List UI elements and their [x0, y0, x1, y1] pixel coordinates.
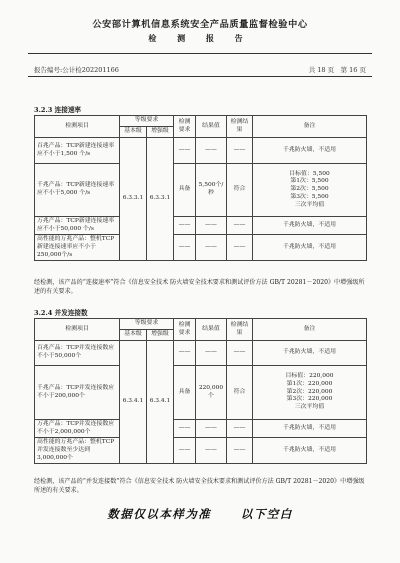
report-title: 检 测 报 告: [148, 33, 252, 43]
row-item: 千兆产品：TCP并发连接数应不小于200,000个: [35, 366, 120, 420]
row-value: ——: [196, 341, 227, 366]
row-req: 具备: [174, 164, 196, 217]
row-remark: 目标值：220,000 第1次：220,000 第2次：220,000 第3次：220,000 三次平均值: [253, 366, 367, 420]
row-remark: 千兆防火墙，不适用: [253, 438, 367, 464]
row-req: ——: [174, 341, 196, 366]
row-item: 万兆产品：TCP并发连接数应不小于2,000,000个: [35, 420, 120, 438]
row-item: 高性能的万兆产品：整机TCP新建连接速率应不小于250,000个/s: [35, 235, 120, 261]
row-req: ——: [174, 138, 196, 164]
col-result: 检测结果: [227, 116, 253, 138]
row-remark: 千兆防火墙，不适用: [253, 420, 367, 438]
col-remark: 备注: [253, 319, 367, 341]
row-req: ——: [174, 420, 196, 438]
row-result: 符合: [227, 164, 253, 217]
section-heading-rate: 3.2.3 连接速率: [34, 106, 82, 114]
row-remark: 目标值：5,500 第1次：5,500 第2次：5,500 第3次：5,500 三次平均值: [253, 164, 367, 217]
row-result: 符合: [227, 366, 253, 420]
row-item: 百兆产品：TCP新建连接速率应不小于1,500 个/s: [35, 138, 120, 164]
col-basic: 基本级: [120, 127, 147, 138]
row-result: ——: [227, 438, 253, 464]
col-item: 检测项目: [35, 319, 120, 341]
concurrent-conclusion: 经检测，该产品的“并发连接数”符合《信息安全技术 防火墙安全技术要求和测试评价方法 GB/T 20281－2020》中增强级所述的有关要求。: [34, 478, 365, 495]
org-name: 公安部计算机信息系统安全产品质量监督检验中心: [92, 19, 308, 30]
col-remark: 备注: [253, 116, 367, 138]
col-basic: 基本级: [120, 330, 147, 341]
basic-ref: 6.3.4.1: [120, 341, 147, 464]
row-item: 百兆产品：TCP并发连接数应不小于50,000个: [35, 341, 120, 366]
row-value: ——: [196, 235, 227, 261]
row-remark: 千兆防火墙，不适用: [253, 217, 367, 235]
row-result: ——: [227, 420, 253, 438]
table-row: [35, 164, 367, 217]
table-row: [35, 217, 367, 235]
col-value: 结果值: [196, 116, 227, 138]
row-req: ——: [174, 438, 196, 464]
section-heading-concurrent: 3.2.4 并发连接数: [34, 309, 88, 317]
row-req: ——: [174, 235, 196, 261]
rate-table: [34, 115, 367, 261]
row-value: ——: [196, 420, 227, 438]
meta-rule: [28, 76, 372, 77]
col-req: 检测要求: [174, 116, 196, 138]
row-item: 万兆产品：TCP新建连接速率应不小于50,000 个/s: [35, 217, 120, 235]
page-count: 共 18 页 第 16 页: [308, 66, 366, 74]
enhanced-ref: 6.3.4.1: [147, 341, 174, 464]
row-value: ——: [196, 138, 227, 164]
col-value: 结果值: [196, 319, 227, 341]
row-remark: 千兆防火墙，不适用: [253, 341, 367, 366]
basic-ref: 6.3.3.1: [120, 138, 147, 261]
row-result: ——: [227, 341, 253, 366]
col-result: 检测结果: [227, 319, 253, 341]
rate-conclusion: 经检测，该产品的“连接速率”符合《信息安全技术 防火墙安全技术要求和测试评价方法 GB/T 20281－2020》中增强级所述的有关要求。: [34, 279, 365, 296]
row-result: ——: [227, 217, 253, 235]
row-value: ——: [196, 438, 227, 464]
row-value: 220,000个: [196, 366, 227, 420]
row-value: ——: [196, 217, 227, 235]
row-value: 5,500个/秒: [196, 164, 227, 217]
row-item: 高性能的万兆产品：整机TCP并发连接数至少达到3,000,000个: [35, 438, 120, 464]
table-row: [35, 420, 367, 438]
table-row: [35, 235, 367, 261]
row-req: 具备: [174, 366, 196, 420]
row-item: 千兆产品：TCP新建连接速率应不小于5,000 个/s: [35, 164, 120, 217]
col-enhanced: 增强级: [147, 127, 174, 138]
col-item: 检测项目: [35, 116, 120, 138]
table-row: [35, 438, 367, 464]
enhanced-ref: 6.3.3.1: [147, 138, 174, 261]
header-rule: [28, 53, 372, 54]
row-result: ——: [227, 138, 253, 164]
report-number: 报告编号:公计检202201166: [34, 66, 119, 74]
row-req: ——: [174, 217, 196, 235]
blank-below-stamp: [0, 506, 400, 522]
table-row: [35, 138, 367, 164]
stamp-right-text: 以下空白: [240, 507, 293, 521]
table-row: [35, 366, 367, 420]
col-enhanced: 增强级: [147, 330, 174, 341]
concurrent-table: [34, 318, 367, 464]
col-req: 检测要求: [174, 319, 196, 341]
row-remark: 千兆防火墙，不适用: [253, 235, 367, 261]
row-remark: 千兆防火墙，不适用: [253, 138, 367, 164]
col-level: 等级要求: [120, 319, 174, 330]
stamp-left-text: 数据仅以本样为准: [107, 507, 212, 521]
row-result: ——: [227, 235, 253, 261]
col-level: 等级要求: [120, 116, 174, 127]
table-row: [35, 341, 367, 366]
